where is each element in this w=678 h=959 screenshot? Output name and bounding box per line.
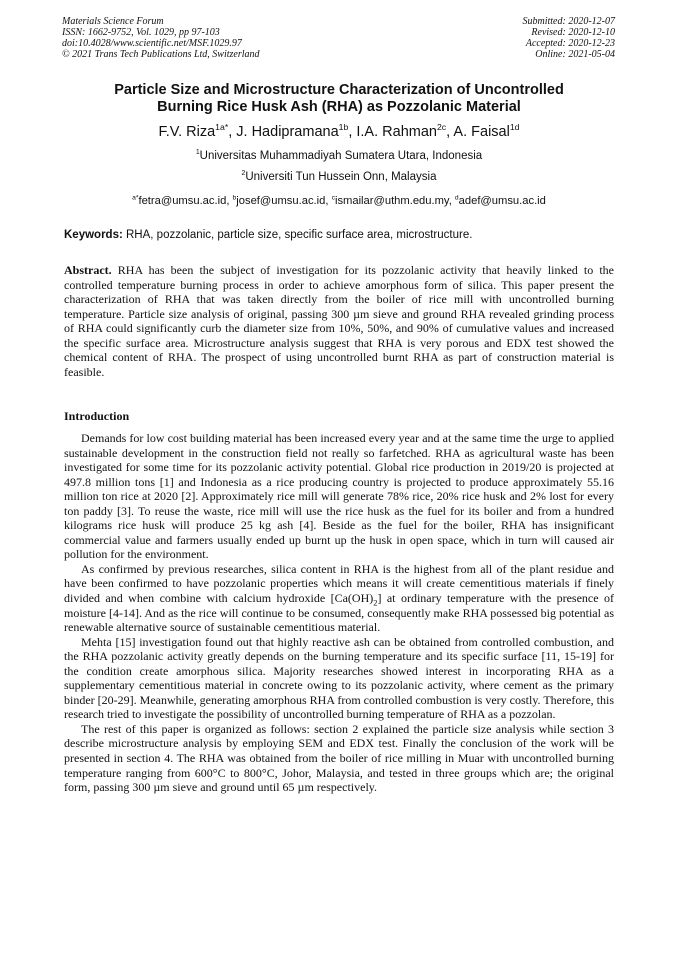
author-list: F.V. Riza$^{1a*}$, J. Hadipramana$^{1b}$, I.A. Rahman$^{2c}$, A. Faisal$^{1d}$ [158, 122, 520, 140]
journal-info [62, 16, 260, 60]
affiliation-text: Universiti Tun Hussein Onn, Malaysia [245, 171, 437, 183]
abstract-text: RHA has been the subject of investigation for its pozzolanic activity that heavily linked to the controlled temperature burning process in order to achieve amorphous form of silica. This paper present the characterization of RHA that was taken directly from the boiler of rice mill with uncontrolled burning temperature. Particle size analysis of original, passing 300 µm sieve and ground RHA revealed grinding process of RHA could significantly curb the diameter size from 10%, 50%, and 90% of cumulative values and increased the specific surface area. Microstructure analysis suggest that RHA is very porous and EDX test showed the chemical content of RHA. The prospect of using uncontrolled burnt RHA as part of construction material is feasible. [64, 263, 615, 379]
paragraph-2-part-2: ] at ordinary temperature with the presence of moisture [4-14]. And as the rice will continue to be consumed, consequently make RHA possessed big potential as renewable alternative source of sustainable cementitious material. [64, 591, 614, 635]
email-link[interactable]: josef@umsu.ac.id [236, 195, 326, 207]
author-name: F.V. Riza [158, 124, 216, 140]
email-link[interactable]: adef@umsu.ac.id [458, 195, 546, 207]
author-sup: 1a* [215, 122, 229, 133]
doi-link[interactable]: doi:10.4028/www.scientific.net/MSF.1029.97 [62, 38, 242, 49]
keywords [64, 229, 616, 241]
submission-dates [523, 16, 616, 60]
keywords-text: RHA, pozzolanic, particle size, specific surface area, microstructure. [126, 229, 473, 241]
author-sup: 2c [436, 122, 447, 133]
affiliation-sup: 1 [195, 149, 200, 157]
paper-title [62, 82, 616, 116]
author-name: A. Faisal [453, 124, 510, 140]
issn-info: ISSN: 1662-9752, Vol. 1029, pp 97-103 [62, 27, 220, 38]
introduction-body [64, 431, 614, 795]
paragraph-4: The rest of this paper is organized as follows: section 2 explained the particle size analysis while section 3 describe microstructure analysis by employing SEM and EDX test. Finally the conclusion of the work will be presented in section 4. The RHA was obtained from the boiler of rice milling in Muar with uncontrolled burning temperature ranging from 600°C to 800°C, Johor, Malaysia, and tested in three groups which are; the original form, passing 300 µm sieve and ground until 65 µm respectively. [64, 721, 614, 795]
author-emails: $^{a*}$fetra@umsu.ac.id, $^b$josef@umsu.ac.id, $^c$ismailar@uthm.edu.my, $^d$adef@umsu.ac.id [132, 194, 546, 207]
email-sup: a* [132, 194, 139, 202]
abstract-label: Abstract. [64, 263, 112, 277]
abstract [64, 263, 614, 379]
date-submitted: Submitted: 2020-12-07 [522, 16, 615, 27]
author-name: I.A. Rahman [356, 124, 437, 140]
title-line-2: Burning Rice Husk Ash (RHA) as Pozzolanic Material [157, 99, 521, 115]
author-sup: 1b [338, 122, 349, 133]
email-sup: b [232, 194, 237, 202]
affiliation-text: Universitas Muhammadiyah Sumatera Utara, Indonesia [199, 150, 483, 162]
date-online: Online: 2021-05-04 [535, 49, 615, 60]
title-line-1: Particle Size and Microstructure Characterization of Uncontrolled [114, 82, 564, 98]
paragraph-3: Mehta [15] investigation found out that highly reactive ash can be obtained from controlled combustion, and the RHA pozzolanic activity greatly depends on the burning temperature and its specific surface [11, 15-19] for the condition create amorphous silica. Majority researches showed interest in incorporating RHA as a supplementary cementitious material in concrete owing to its pozzolanic activity, where cement as the primary binder [20-29]. Meanwhile, generating amorphous RHA from controlled combustion is very costly. Therefore, this research tried to investigate the possibility of uncontrolled burning temperature of RHA as a pozzolan. [64, 634, 614, 722]
keywords-label: Keywords: [64, 229, 123, 241]
section-heading-introduction: Introduction [64, 409, 130, 423]
paragraph-2-part-1: As confirmed by previous researches, silica content in RHA is the highest from all of the plant residue and have been confirmed to have pozzolanic properties which means it will create cementitious materials if finely divided and when combine with calcium hydroxide [Ca(OH) [64, 561, 614, 606]
author-name: J. Hadipramana [236, 124, 339, 140]
email-link[interactable]: ismailar@uthm.edu.my [334, 195, 449, 207]
email-link[interactable]: fetra@umsu.ac.id [138, 195, 227, 207]
email-sup: c [331, 194, 335, 202]
affiliation-sup: 2 [241, 170, 246, 178]
email-sup: d [454, 194, 459, 202]
paragraph-1: Demands for low cost building material has been increased every year and at the same time the urge to applied sustainable development in the construction field not really so farfetched. RHA as agricultural waste has been investigated for some time for its pozzolanic activity potential. Global rice production in 2019/20 is projected at 497.8 million tons [1] and Indonesia as a rice producing country is projected to produce approximately 55.16 million ton rice at 2020 [2]. Approximately rice mill will generate 78% rice, 20% rice husk and 2% lost for every ton paddy [3]. To reuse the waste, rice mill will use the rice husk as the fuel for its boiler and from a hundred kilograms rice husk will produce 25 kg ash [4]. Beside as the fuel for the boiler, RHA has insignificant commercial value and farmers usually ended up burnt up the husk in open space, which in turn will caused air pollution for the environment. [64, 431, 614, 562]
paragraph-2 [64, 562, 614, 635]
date-revised: Revised: 2020-12-10 [531, 27, 615, 38]
journal-name: Materials Science Forum [62, 16, 164, 27]
author-sup: 1d [509, 122, 520, 133]
date-accepted: Accepted: 2020-12-23 [525, 38, 615, 49]
copyright: © 2021 Trans Tech Publications Ltd, Switzerland [62, 49, 260, 60]
affiliation-1 [62, 150, 616, 162]
subscript: 2 [373, 598, 378, 608]
affiliation-2 [62, 171, 616, 183]
